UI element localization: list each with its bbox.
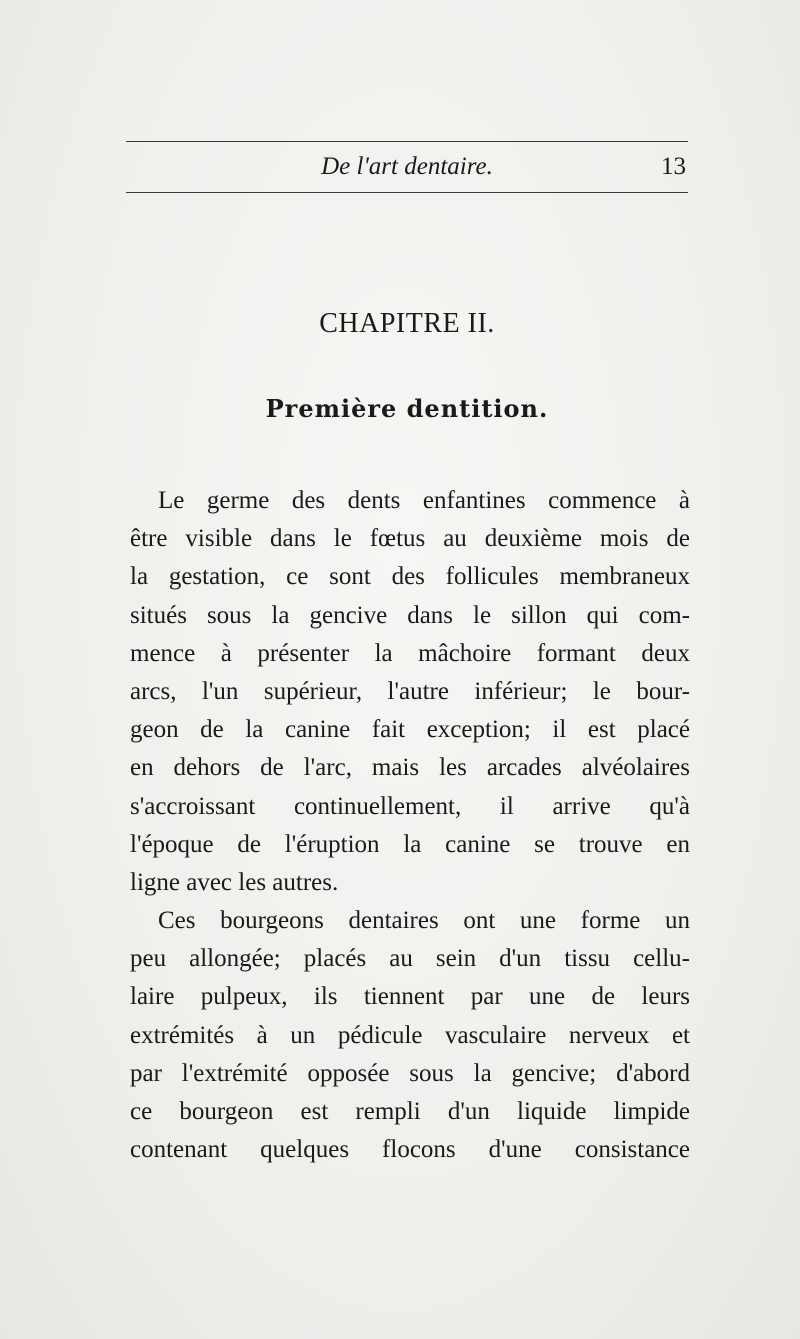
text-line: la gestation, ce sont des follicules membraneux — [130, 563, 690, 591]
text-line: ligne avec les autres. — [130, 868, 339, 896]
text-line: extrémités à un pédicule vasculaire nerveux et — [130, 1021, 690, 1049]
header-rule-top — [126, 141, 688, 142]
header-rule-bottom — [126, 192, 688, 193]
running-title: De l'art dentaire. — [321, 153, 493, 180]
text-line: situés sous la gencive dans le sillon qui com- — [130, 601, 690, 629]
text-line: l'époque de l'éruption la canine se trouve en — [130, 830, 690, 858]
chapter-heading: CHAPITRE II. — [319, 308, 495, 339]
body-text — [130, 482, 690, 1169]
page-number: 13 — [661, 153, 686, 180]
text-line: peu allongée; placés au sein d'un tissu cellu- — [130, 945, 690, 973]
text-line: en dehors de l'arc, mais les arcades alvéolaires — [130, 754, 690, 782]
text-line: ce bourgeon est rempli d'un liquide limpide — [130, 1098, 690, 1125]
running-header — [126, 148, 688, 186]
text-line: geon de la canine fait exception; il est placé — [130, 716, 690, 744]
text-line: par l'extrémité opposée sous la gencive; d'abord — [130, 1059, 690, 1087]
text-line: laire pulpeux, ils tiennent par une de leurs — [130, 983, 690, 1011]
text-line: contenant quelques flocons d'une consistance — [130, 1136, 690, 1164]
text-line: Ces bourgeons dentaires ont une forme un — [158, 907, 690, 935]
section-title: Première dentition. — [265, 394, 549, 423]
text-line: s'accroissant continuellement, il arrive qu'à — [130, 792, 690, 820]
text-line: mence à présenter la mâchoire formant deux — [130, 639, 690, 667]
text-line: Le germe des dents enfantines commence à — [158, 487, 690, 514]
text-line: être visible dans le fœtus au deuxième mois de — [130, 525, 690, 553]
text-line: arcs, l'un supérieur, l'autre inférieur; le bour- — [130, 677, 690, 705]
